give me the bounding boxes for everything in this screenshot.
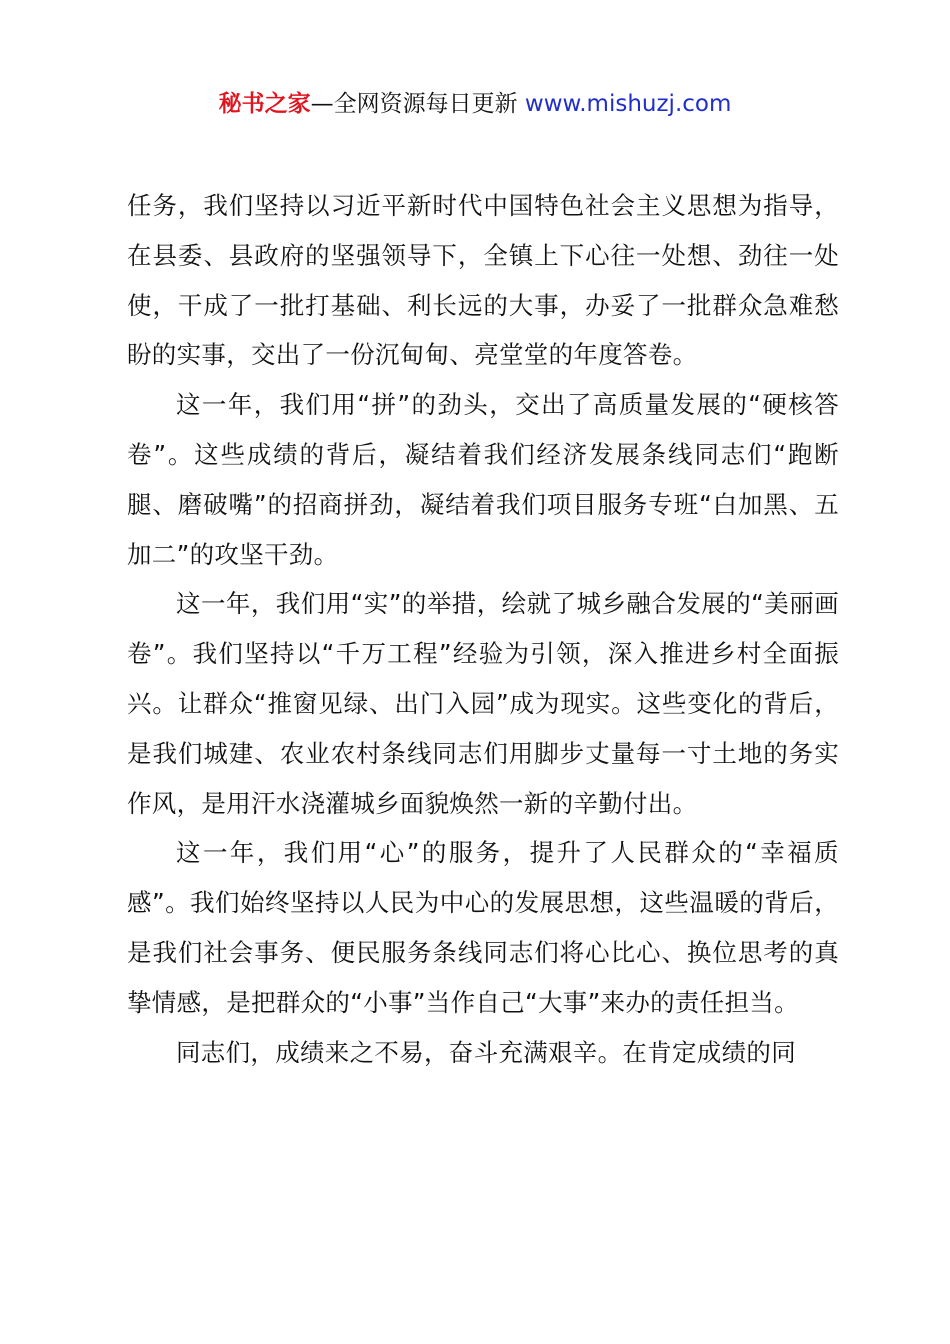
document-body — [127, 181, 839, 1077]
watermark-header — [0, 88, 950, 120]
paragraph-service: 这一年，我们用“心”的服务，提升了人民群众的“幸福质感”。我们始终坚持以人民为中心的发展思想，这些温暖的背后，是我们社会事务、便民服务条线同志们将心比心、换位思考的真挚情感，是把群众的“小事”当作自己“大事”来办的责任担当。 — [127, 838, 839, 1017]
paragraph-development: 这一年，我们用“拼”的劲头，交出了高质量发展的“硬核答卷”。这些成绩的背后，凝结着我们经济发展条线同志们“跑断腿、磨破嘴”的招商拼劲，凝结着我们项目服务专班“白加黑、五加二”的攻坚干劲。 — [127, 390, 839, 569]
paragraph-continuation: 任务，我们坚持以习近平新时代中国特色社会主义思想为指导，在县委、县政府的坚强领导下，全镇上下心往一处想、劲往一处使，干成了一批打基础、利长远的大事，办妥了一批群众急难愁盼的实事，交出了一份沉甸甸、亮堂堂的年度答卷。 — [127, 191, 839, 370]
brand-name: 秘书之家 — [218, 91, 311, 117]
site-link[interactable]: www.mishuzj.com — [524, 91, 732, 117]
header-tagline: —全网资源每日更新 — [310, 91, 525, 117]
paragraph-rural: 这一年，我们用“实”的举措，绘就了城乡融合发展的“美丽画卷”。我们坚持以“千万工程”经验为引领，深入推进乡村全面振兴。让群众“推窗见绿、出门入园”成为现实。这些变化的背后，是我们城建、农业农村条线同志们用脚步丈量每一寸土地的务实作风，是用汗水浇灌城乡面貌焕然一新的辛勤付出。 — [127, 589, 839, 818]
paragraph-closing: 同志们，成绩来之不易，奋斗充满艰辛。在肯定成绩的同 — [176, 1037, 796, 1067]
